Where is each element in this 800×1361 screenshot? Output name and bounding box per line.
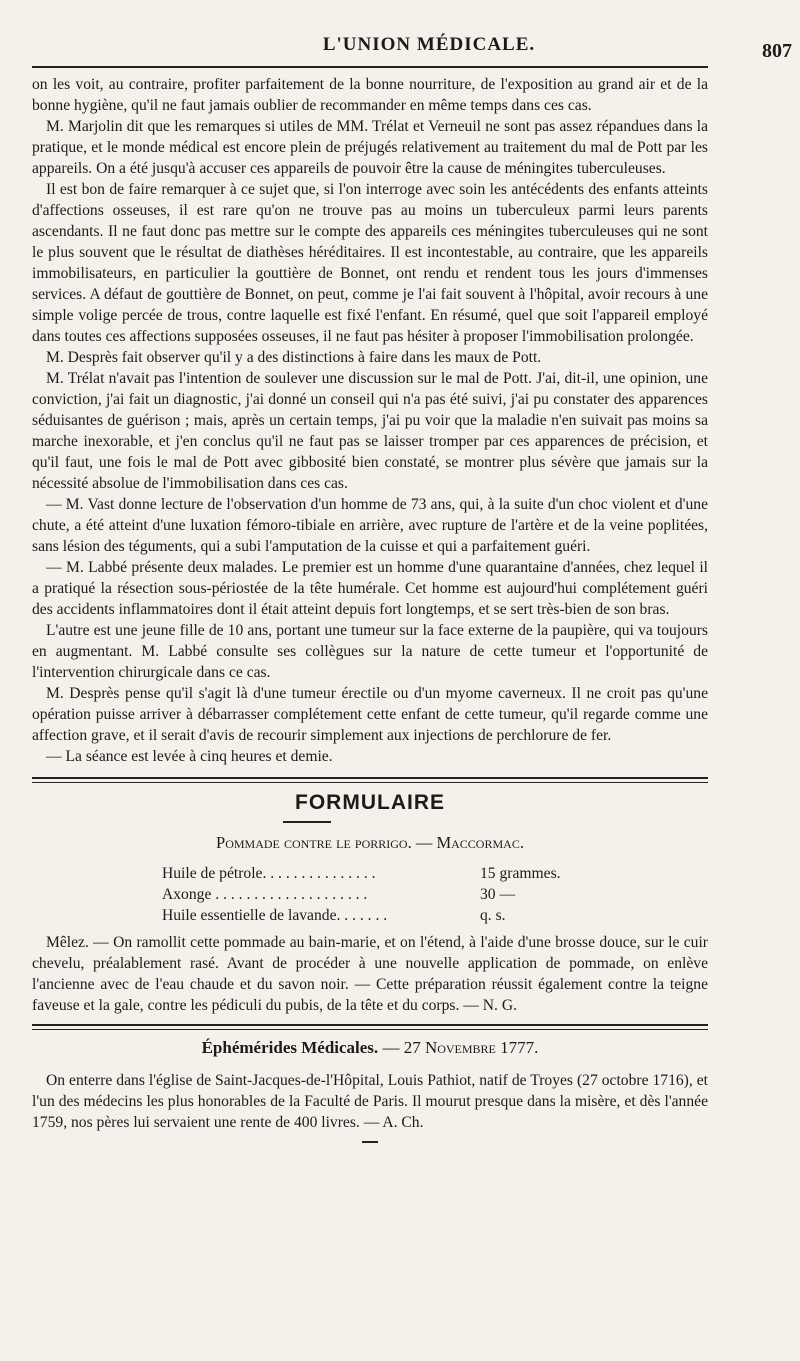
paragraph: On enterre dans l'église de Saint-Jacques-de-l'Hôpital, Louis Pathiot, natif de Troyes (27 octobre 1716), et l'un des médecins les plus honorables de la Faculté de Paris. Il mourut presque dans la misère, et dès l'année 1759, nos pères lui servaient une rente de 400 livres. — A. Ch. (32, 1072, 708, 1131)
ingredient-quantity: q. s. (480, 907, 506, 924)
page-number: 807 (762, 40, 792, 62)
ingredient-row (162, 863, 706, 884)
paragraph: M. Desprès pense qu'il s'agit là d'une tumeur érectile ou d'un myome caverneux. Il ne croit pas qu'une opération puisse arriver à débarrasser complétement cette enfant de cette tumeur, qu'il regarde comme une affection grave, et il serait d'avis de recourir simplement aux injections de perchlorure de fer. (32, 685, 708, 744)
running-head (32, 0, 792, 64)
ingredient-name: Axonge . . . . . . . . . . . . . . . . . . . . (162, 886, 368, 903)
paragraph: Mêlez. — On ramollit cette pommade au bain-marie, et on l'étend, à l'aide d'une brosse douce, sur le cuir chevelu, préalablement rasé. Avant de procéder à une nouvelle application de pommade, on enlève l'ancienne avec de l'eau chaude et du savon noir. — Cette préparation réussit également contre la teigne faveuse et la gale, contre les pédiculi du pubis, de la tête et du corps. — N. G. (32, 934, 708, 1014)
paragraph: L'autre est une jeune fille de 10 ans, portant une tumeur sur la face externe de la paupière, qui va toujours en augmentant. M. Labbé consulte ses collègues sur la nature de cette tumeur et l'opportunité de l'intervention chirurgicale dans ce cas. (32, 622, 708, 681)
ephemerides-body (32, 1070, 708, 1133)
paragraph: — M. Labbé présente deux malades. Le premier est un homme d'une quarantaine d'années, chez lequel il a pratiqué la résection sous-périostée de la tête humérale. Cet homme est aujourd'hui complétement guéri des accidents inflammatoires dont il était atteint depuis fort longtemps, et se sert très-bien de son bras. (32, 559, 708, 618)
title-underline (283, 821, 331, 823)
formulaire-title: FORMULAIRE (295, 791, 445, 814)
ingredient-name: Huile de pétrole. . . . . . . . . . . . . . . (162, 865, 376, 882)
recipe-title: Pommade contre le porrigo. — Maccormac. (216, 833, 524, 852)
paragraph: Il est bon de faire remarquer à ce sujet que, si l'on interroge avec soin les antécédents des enfants atteints d'affections osseuses, il est rare qu'on ne trouve pas au moins un tuberculeux parmi leurs parents ascendants. Il ne faut donc pas mettre sur le compte des appareils ces méningites tuberculeuses qui ne sont le plus souvent que le résultat de diathèses héréditaires. Il est incontestable, au contraire, que les appareils immobilisateurs, en particulier la gouttière de Bonnet, ont rendu et rendent tous les jours d'immenses services. A défaut de gouttière de Bonnet, on peut, comme je l'ai fait souvent à l'hôpital, avoir recours à une simple volige percée de trous, contre laquelle est fixé l'enfant. En résumé, quel que soit l'appareil employé dans toutes ces affections supposées osseuses, il ne faut pas hésiter à proposer l'immobilisation prolongée. (32, 181, 708, 345)
paragraph: — La séance est levée à cinq heures et demie. (46, 748, 333, 765)
recipe-instructions (32, 932, 708, 1016)
ephemerides-date: — 27 Novembre 1777. (382, 1038, 539, 1057)
ingredient-row (162, 884, 706, 905)
article-body (32, 74, 708, 767)
ingredient-quantity: 30 — (480, 886, 516, 903)
header-rule (32, 66, 708, 68)
end-mark (362, 1141, 378, 1143)
paragraph: — M. Vast donne lecture de l'observation d'un homme de 73 ans, qui, à la suite d'un choc violent et d'une chute, a été atteint d'une luxation fémoro-tibiale en arrière, avec rupture de l'artère et de la veine poplitées, sans lésion des téguments, qui a subi l'amputation de la cuisse et qui a parfaitement guéri. (32, 496, 708, 555)
section-divider (32, 1024, 708, 1030)
paragraph: M. Desprès fait observer qu'il y a des distinctions à faire dans les maux de Pott. (46, 349, 542, 366)
paragraph: on les voit, au contraire, profiter parfaitement de la bonne nourriture, de l'exposition au grand air et de la bonne hygiène, qu'il ne faut jamais oublier de recommander en même temps dans ces cas. (32, 76, 708, 114)
section-divider (32, 777, 708, 783)
ingredient-quantity: 15 grammes. (480, 865, 561, 882)
ingredient-name: Huile essentielle de lavande. . . . . . . (162, 907, 388, 924)
journal-title: L'UNION MÉDICALE. (322, 34, 536, 55)
ingredient-list (162, 863, 706, 926)
paragraph: M. Marjolin dit que les remarques si utiles de MM. Trélat et Verneuil ne sont pas assez répandues dans la pratique, et le monde médical est encore plein de préjugés relativement au traitement du mal de Pott par les appareils. On a été jusqu'à accuser ces appareils de pouvoir être la cause de méningites tuberculeuses. (32, 118, 708, 177)
ephemerides-heading: Éphémérides Médicales. (201, 1038, 379, 1057)
ephemerides-title (32, 1038, 708, 1058)
ingredient-row (162, 905, 706, 926)
paragraph: M. Trélat n'avait pas l'intention de soulever une discussion sur le mal de Pott. J'ai, dit-il, une opinion, une conviction, j'ai fait un diagnostic, j'ai donné un conseil qui n'a pas été suivi, j'ai pu constater des apparences séduisantes de guérison ; mais, après un certain temps, j'ai pu voir que la maladie n'en suivait pas moins sa marche inexorable, et j'en conclus qu'il ne faut pas se laisser tromper par ces apparences de précision, et qu'il faut, une fois le mal de Pott avec gibbosité bien constaté, se montrer plus sévère que jamais sur la nécessité absolue de l'immobilisation dans ces cas. (32, 370, 708, 492)
